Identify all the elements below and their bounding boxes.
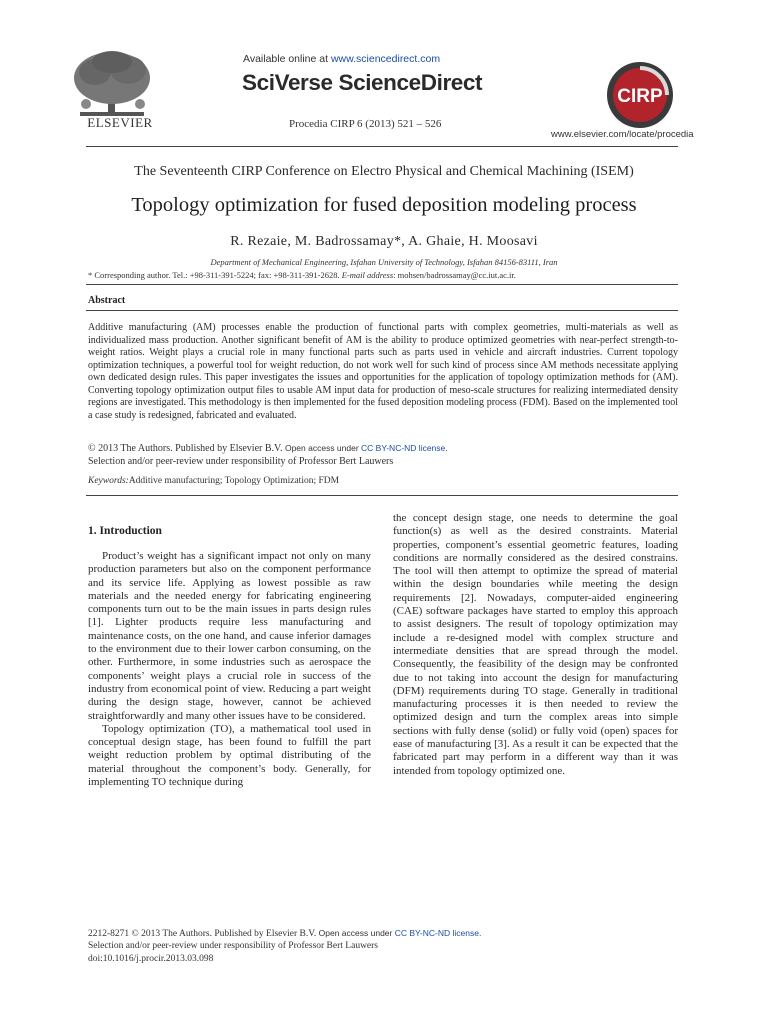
author-list: R. Rezaie, M. Badrossamay*, A. Ghaie, H. Moosavi — [230, 234, 538, 249]
sciencedirect-link[interactable]: www.sciencedirect.com — [330, 53, 441, 65]
section-heading-introduction: 1. Introduction — [88, 525, 162, 537]
cirp-logo — [598, 60, 682, 130]
open-access-label: Open access under — [284, 443, 362, 453]
footer-license-period: . — [478, 928, 482, 938]
footer-license-link[interactable]: CC BY-NC-ND license — [394, 928, 479, 938]
body-column-left — [88, 550, 371, 789]
keywords-line — [88, 476, 688, 486]
keywords-list: Additive manufacturing; Topology Optimization; FDM — [128, 476, 340, 486]
footer-copyright — [88, 928, 688, 939]
keywords-label: Keywords: — [88, 476, 129, 486]
body-paragraph: the concept design stage, one needs to determine the goal function(s) as well as the desired constraints. Material properties, component’s essential geometric features, loading conditions are normally considered as the desired constrains. The tool will then attempt to optimize the spread of material within the design boundaries while meeting the design requirements [2]. Nowadays, computer-aided engineering (CAE) software packages have started to employ this approach to assist designers. The result of topology optimization may include a re-designed model with complex structure and intermediate densities that are spread through the model. Consequently, the feasibility of the design may be confronted due to not taking into account the design for manufacturing (DFM) requirements during TO stage. Generally in traditional manufacturing processes it is then needed to review the optimized design and turn the complex areas into simple sections with fully dense (solid) or fully void (open) spaces for ease of manufacturing [3]. As a result it can be expected that the fabricated part may perform in a different way than it was intended from topology optimized one. — [393, 512, 678, 777]
body-paragraph: Product’s weight has a significant impact not only on many production parameters but also on the component performance and its service life. Applying as lowest possible as raw materials and the needed energy for fabricating engineering components turn out to be the main issues in parts design rules [1]. Lighter products require less manufacturing and maintenance costs, on the one hand, and cause inferior damages to the environment due to their lower carbon consuming, on the other. Furthermore, in some industries such as aerospace the components’ weight plays a crucial role in success of the industry from economical point of view. Reducing a part weight during the design stage, however, cannot be achieved straightforwardly and many other issues have to be considered. — [88, 550, 371, 722]
footer-peer-review-note: Selection and/or peer-review under responsibility of Professor Bert Lauwers — [88, 941, 379, 951]
publisher-name: ELSEVIER — [87, 115, 153, 130]
abstract-divider — [86, 310, 678, 311]
available-online-label: Available online at — [243, 53, 331, 65]
license-link[interactable]: CC BY-NC-ND license — [361, 443, 446, 453]
keywords-divider — [86, 495, 678, 496]
body-column-right — [393, 512, 678, 778]
corresponding-author-note — [88, 270, 688, 280]
paper-title: Topology optimization for fused deposition modeling process — [131, 194, 637, 216]
footer-issn-copyright: 2212-8271 © 2013 The Authors. Published by Elsevier B.V. — [88, 929, 319, 939]
conference-name: The Seventeenth CIRP Conference on Electro Physical and Chemical Machining (ISEM) — [134, 164, 634, 179]
corresponding-author-contact: * Corresponding author. Tel.: +98-311-391-5224; fax: +98-311-391-2628. — [88, 270, 342, 280]
cirp-logo-text: CIRP — [617, 86, 663, 107]
email-address[interactable]: : mohsen/badrossamay@cc.iut.ac.ir. — [393, 270, 516, 280]
abstract-heading: Abstract — [88, 295, 126, 306]
journal-citation: Procedia CIRP 6 (2013) 521 – 526 — [289, 118, 442, 130]
available-online-line — [243, 53, 440, 65]
platform-name: SciVerse ScienceDirect — [242, 70, 483, 95]
body-paragraph: Topology optimization (TO), a mathematical tool used in conceptual design stage, has been found to fulfill the part weight reduction problem by optimal distributing of the material throughout the component’s body. Generally, for implementing TO technique during — [88, 722, 371, 789]
footer-open-access-label: Open access under — [318, 928, 395, 938]
title-divider — [86, 284, 678, 285]
copyright-text: © 2013 The Authors. Published by Elsevier B.V. — [88, 443, 285, 454]
email-label: E-mail address — [341, 270, 394, 280]
license-period: . — [445, 443, 448, 453]
journal-homepage-link[interactable]: www.elsevier.com/locate/procedia — [551, 129, 694, 140]
footer-doi[interactable]: doi:10.1016/j.procir.2013.03.098 — [88, 954, 214, 964]
abstract-copyright — [88, 443, 688, 454]
header-divider — [86, 146, 678, 147]
affiliation: Department of Mechanical Engineering, Isfahan University of Technology, Isfahan 84156-83111, Iran — [210, 257, 558, 267]
peer-review-note: Selection and/or peer-review under responsibility of Professor Bert Lauwers — [88, 456, 394, 467]
abstract-text: Additive manufacturing (AM) processes enable the production of functional parts with complex geometries, multi-materials as well as individualized mass production. Another significant benefit of AM is the ability to produce optimized geometries with near-perfect strength-to-weight ratios. Weight plays a crucial role in many functional parts such as parts used in vehicle and aircraft industries. Current topology optimization techniques, a powerful tool for weight reduction, do not work well for such kind of process since AM methods necessitate applying own dedicated design rules. This paper investigates the issues and opportunities for the application of topology optimization methods for (AM). Converting topology optimization output files to usable AM input data for production of meso-scale structures for realizing intermediated density regions are investigated. This methodology is then implemented for the fused deposition modeling process (FDM). Based on the implemented tool a case study is redesigned, fabricated and evaluated. — [88, 322, 678, 421]
